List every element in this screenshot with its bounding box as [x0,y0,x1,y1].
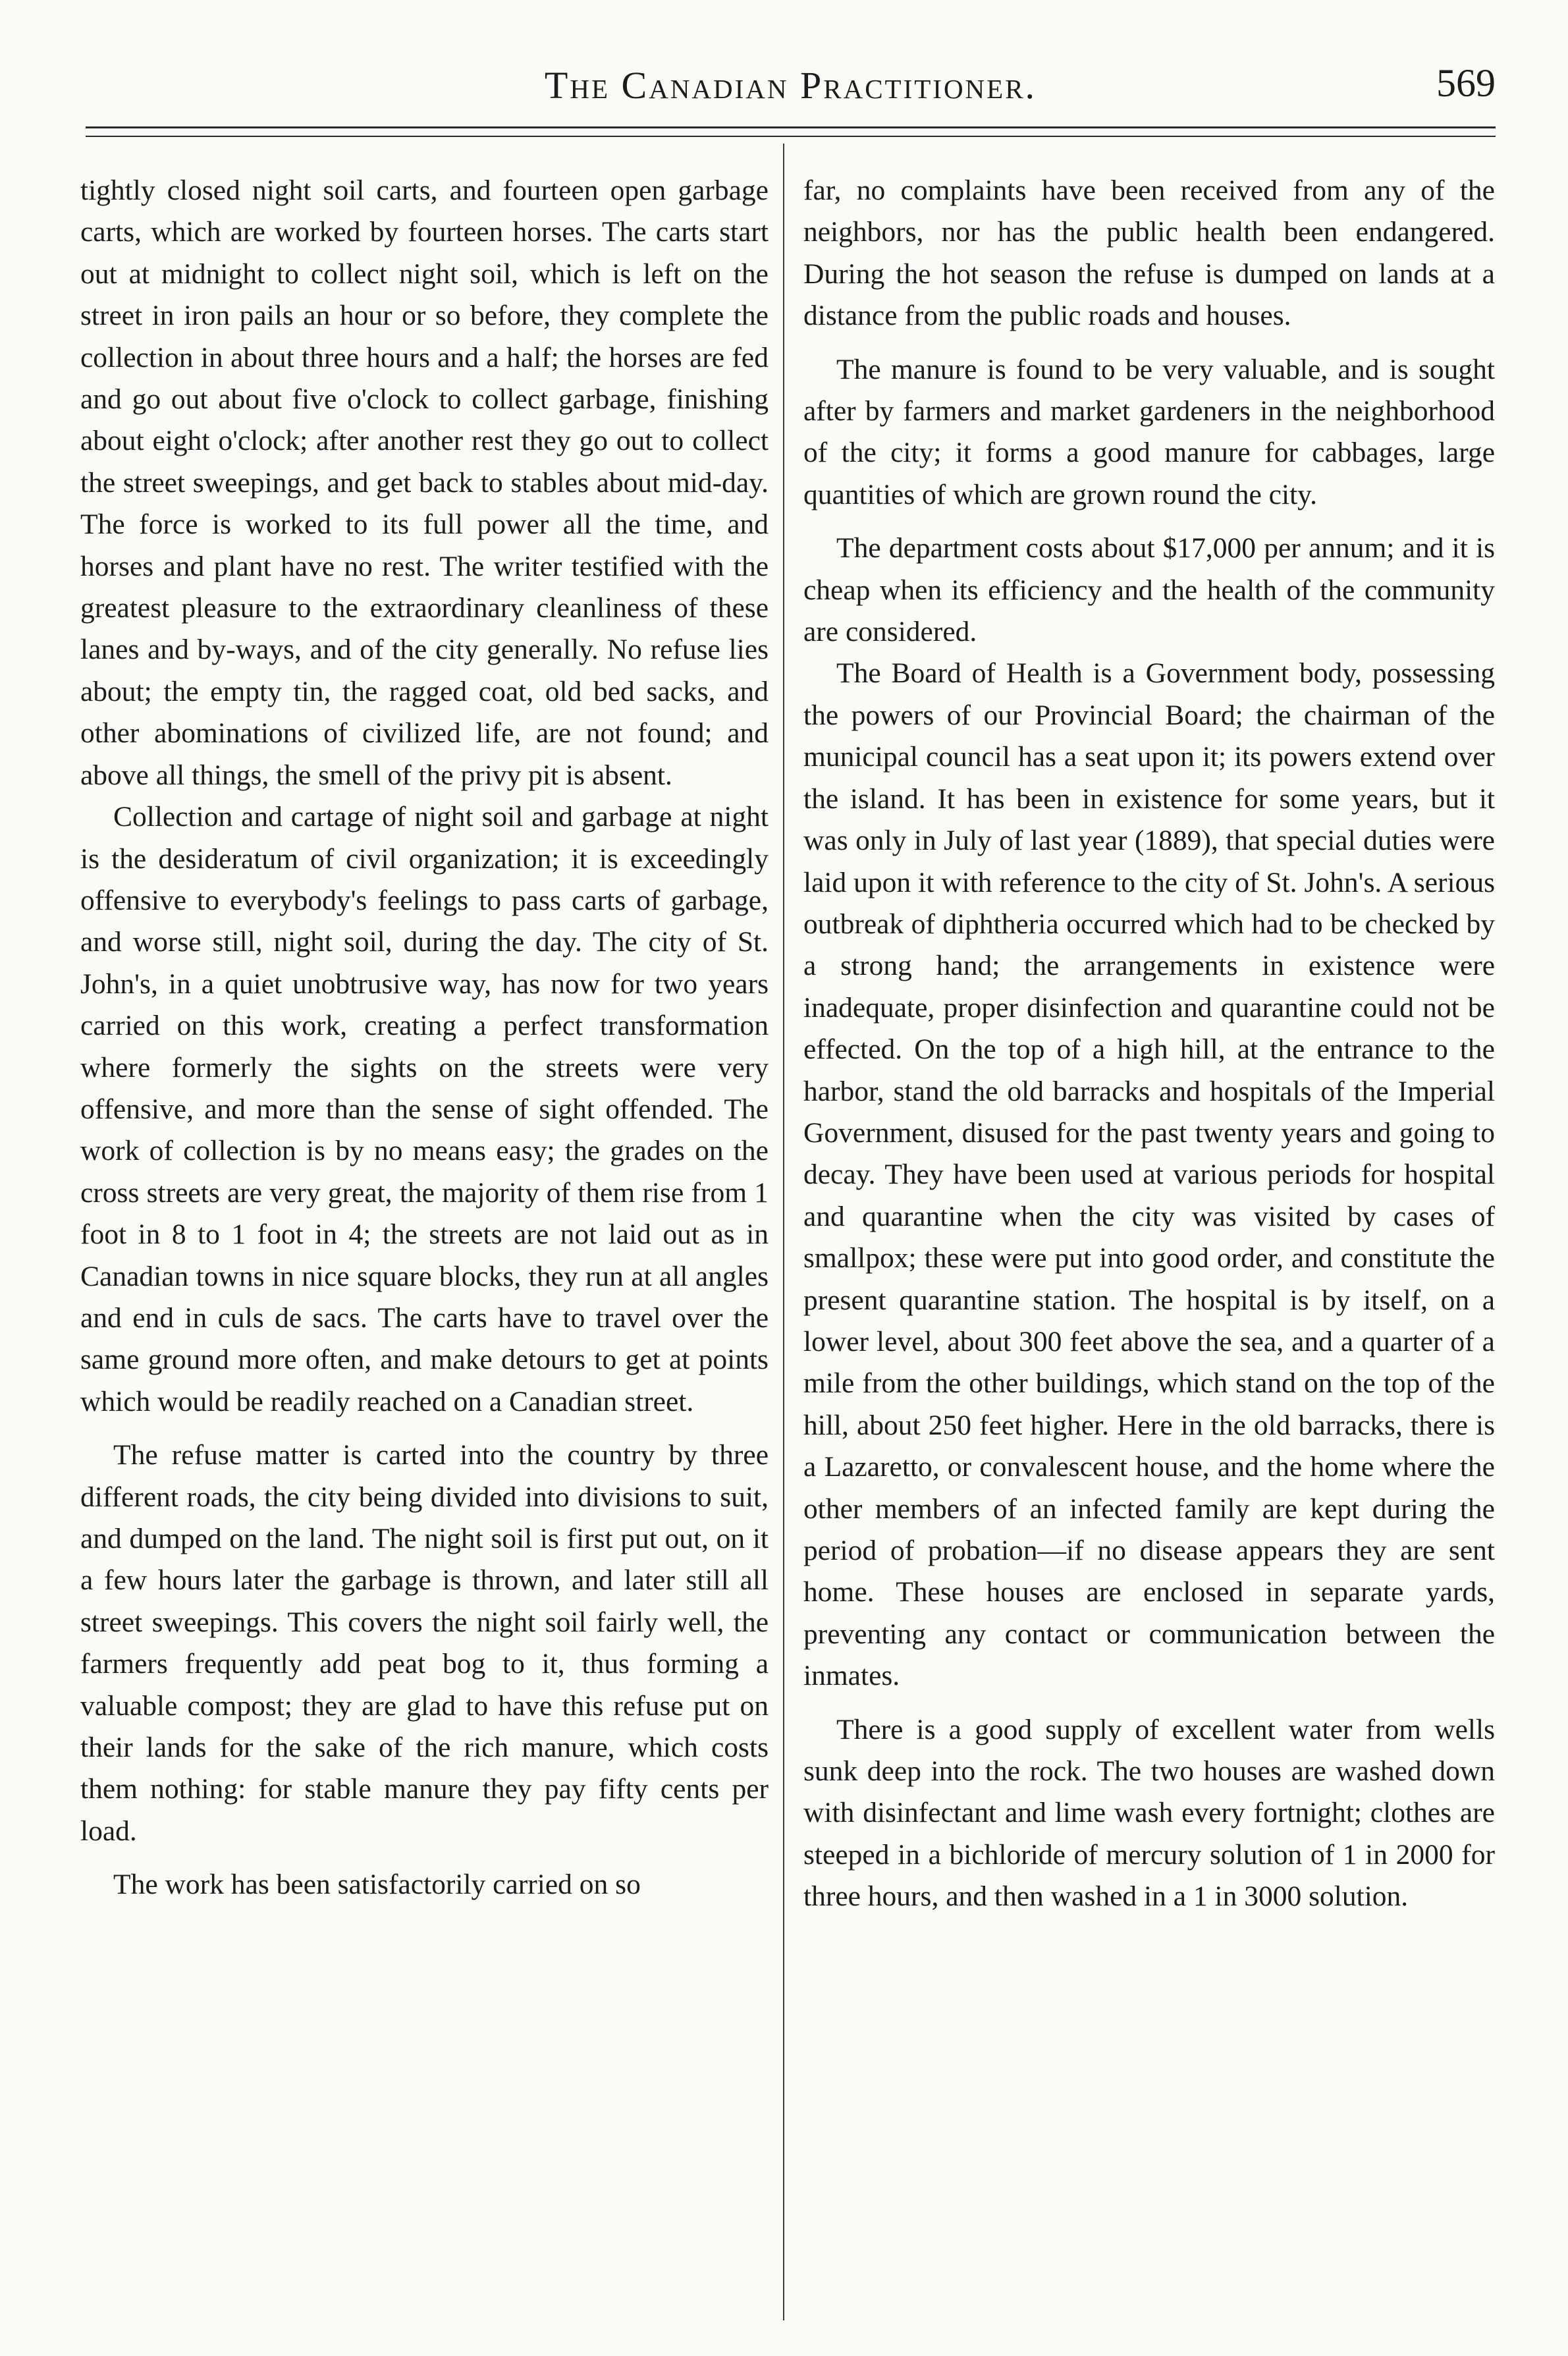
page-number: 569 [1436,61,1496,105]
paragraph: The work has been satisfactorily carried on so [113,1869,641,1901]
right-column [803,170,1495,1918]
paragraph: The manure is found to be very valuable, and is sought after by farmers and market gardeners in the neighborhood of the city; it forms a good manure for cabbages, large quantities of which are grown round the city. [803,353,1495,510]
page-header [86,51,1496,124]
header-rule-top [86,126,1496,128]
paragraph: tightly closed night soil carts, and fourteen open garbage carts, which are worked by fourteen horses. The carts start out at midnight to collect night soil, which is left on the street in iron pails an hour or so before, they complete the collection in about three hours and a half; the horses are fed and go out about five o'clock to collect garbage, finishing about eight o'clock; after another rest they go out to collect the street sweepings, and get back to stables about mid-day. The force is worked to its full power all the time, and horses and plant have no rest. The writer testified with the greatest pleasure to the extraordinary cleanliness of these lanes and by-ways, and of the city generally. No refuse lies about; the empty tin, the ragged coat, old bed sacks, and other abominations of civilized life, are not found; and above all things, the smell of the privy pit is absent. [80,175,769,791]
paragraph: The Board of Health is a Government body, possessing the powers of our Provincial Board; the chairman of the municipal council has a seat upon it; its powers extend over the island. It has been in existence for some years, but it was only in July of last year (1889), that special duties were laid upon it with reference to the city of St. John's. A serious outbreak of diphtheria occurred which had to be checked by a strong hand; the arrangements in existence were inadequate, proper disinfection and quarantine could not be effected. On the top of a high hill, at the entrance to the harbor, stand the old barracks and hospitals of the Imperial Government, disused for the past twenty years and going to decay. They have been used at various periods for hospital and quarantine when the city was visited by cases of smallpox; these were put into good order, and constitute the present quarantine station. The hospital is by itself, on a lower level, about 300 feet above the sea, and a quarter of a mile from the other buildings, which stand on the top of the hill, about 250 feet higher. Here in the old barracks, there is a Lazaretto, or convalescent house, and the home where the other members of an infected family are kept during the period of probation—if no disease appears they are sent home. These houses are enclosed in separate yards, preventing any contact or communication between the inmates. [803,657,1495,1692]
paragraph: Collection and cartage of night soil and garbage at night is the desideratum of civil organization; it is exceedingly offensive to everybody's feelings to pass carts of garbage, and worse still, night soil, during the day. The city of St. John's, in a quiet unobtrusive way, has now for two years carried on this work, creating a perfect transformation where formerly the sights on the streets were very offensive, and more than the sense of sight offended. The work of collection is by no means easy; the grades on the cross streets are very great, the majority of them rise from 1 foot in 8 to 1 foot in 4; the streets are not laid out as in Canadian towns in nice square blocks, they run at all angles and end in culs de sacs. The carts have to travel over the same ground more often, and make detours to get at points which would be readily reached on a Canadian street. [80,801,769,1417]
left-column [80,170,769,1906]
column-divider [783,144,784,2320]
paragraph: far, no complaints have been received from any of the neighbors, nor has the public health been endangered. During the hot season the refuse is dumped on lands at a distance from the public roads and houses. [803,175,1495,332]
running-title: The Canadian Practitioner. [544,64,1037,107]
header-rule-bottom [86,136,1496,137]
paragraph: The refuse matter is carted into the country by three different roads, the city being divided into divisions to suit, and dumped on the land. The night soil is first put out, on it a few hours later the garbage is thrown, and later still all street sweepings. This covers the night soil fairly well, the farmers frequently add peat bog to it, thus forming a valuable compost; they are glad to have this refuse put on their lands for the sake of the rich manure, which costs them nothing: for stable manure they pay fifty cents per load. [80,1439,769,1847]
paragraph: There is a good supply of excellent water from wells sunk deep into the rock. The two houses are washed down with disinfectant and lime wash every fortnight; clothes are steeped in a bichloride of mercury solution of 1 in 2000 for three hours, and then washed in a 1 in 3000 solution. [803,1713,1495,1913]
paragraph: The department costs about $17,000 per annum; and it is cheap when its efficiency and the health of the community are considered. [803,532,1495,648]
